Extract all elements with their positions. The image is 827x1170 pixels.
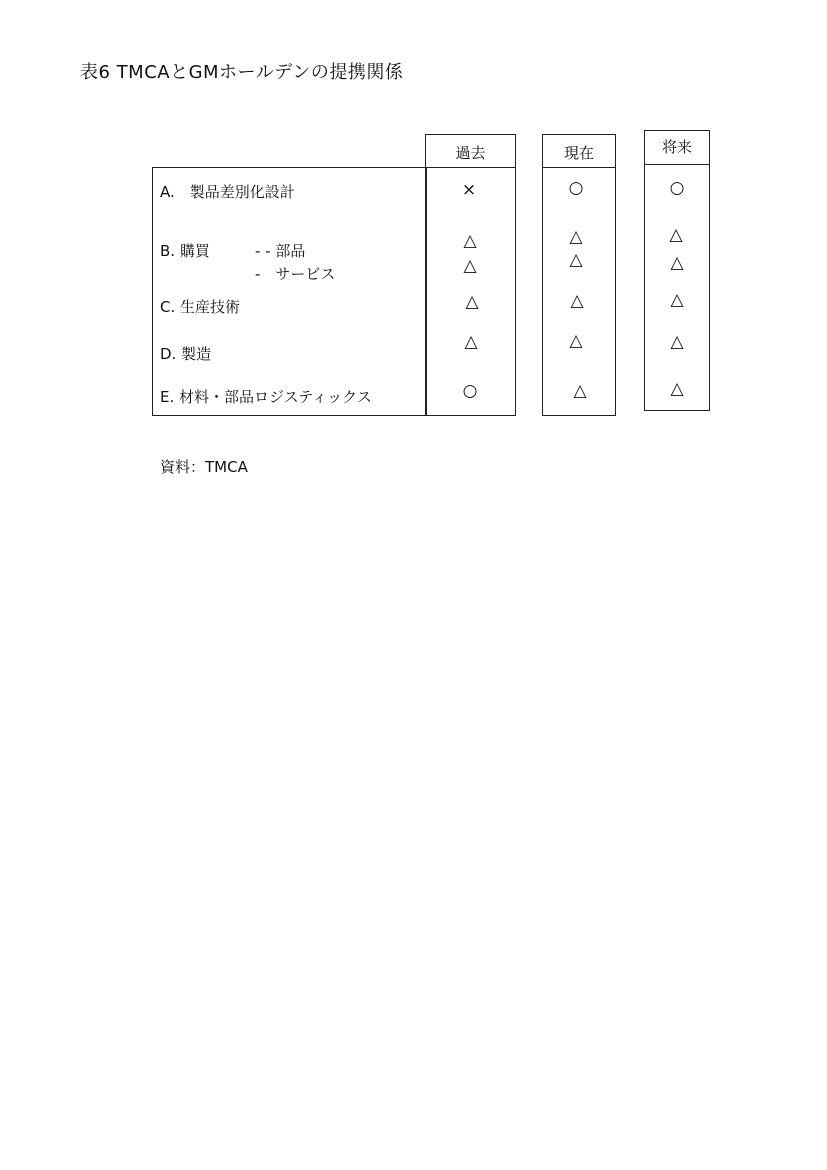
- mark-d-present: △: [569, 331, 583, 351]
- mark-e-past: ○: [462, 381, 478, 401]
- mark-a-past: ×: [461, 180, 477, 200]
- mark-b-parts-present: △: [569, 227, 583, 247]
- row-sublabel-service: - サービス: [255, 265, 336, 283]
- present-column: [542, 134, 616, 416]
- mark-c-present: △: [570, 291, 584, 311]
- present-header: 現在: [542, 142, 616, 168]
- future-header: 将来: [644, 136, 710, 165]
- mark-b-service-present: △: [569, 250, 583, 270]
- row-label-e: E. 材料・部品ロジスティックス: [160, 388, 372, 406]
- mark-b-service-past: △: [463, 256, 477, 276]
- mark-b-parts-past: △: [463, 231, 477, 251]
- past-header: 過去: [425, 142, 516, 168]
- table-title: 表6 TMCAとGMホールデンの提携関係: [80, 62, 404, 83]
- row-label-b: B. 購買: [160, 242, 210, 260]
- row-label-d: D. 製造: [160, 345, 212, 363]
- row-label-c: C. 生産技術: [160, 298, 241, 316]
- row-label-a: A. 製品差別化設計: [160, 183, 295, 201]
- items-box: [152, 167, 427, 416]
- mark-a-future: ○: [669, 178, 685, 198]
- mark-b-service-future: △: [670, 253, 684, 273]
- source-note: 資料：TMCA: [160, 458, 248, 476]
- mark-d-past: △: [464, 332, 478, 352]
- mark-c-future: △: [670, 290, 684, 310]
- row-sublabel-parts: - - 部品: [255, 242, 306, 260]
- mark-c-past: △: [465, 292, 479, 312]
- mark-e-present: △: [573, 381, 587, 401]
- mark-e-future: △: [670, 379, 684, 399]
- mark-a-present: ○: [568, 178, 584, 198]
- mark-b-parts-future: △: [669, 225, 683, 245]
- mark-d-future: △: [670, 332, 684, 352]
